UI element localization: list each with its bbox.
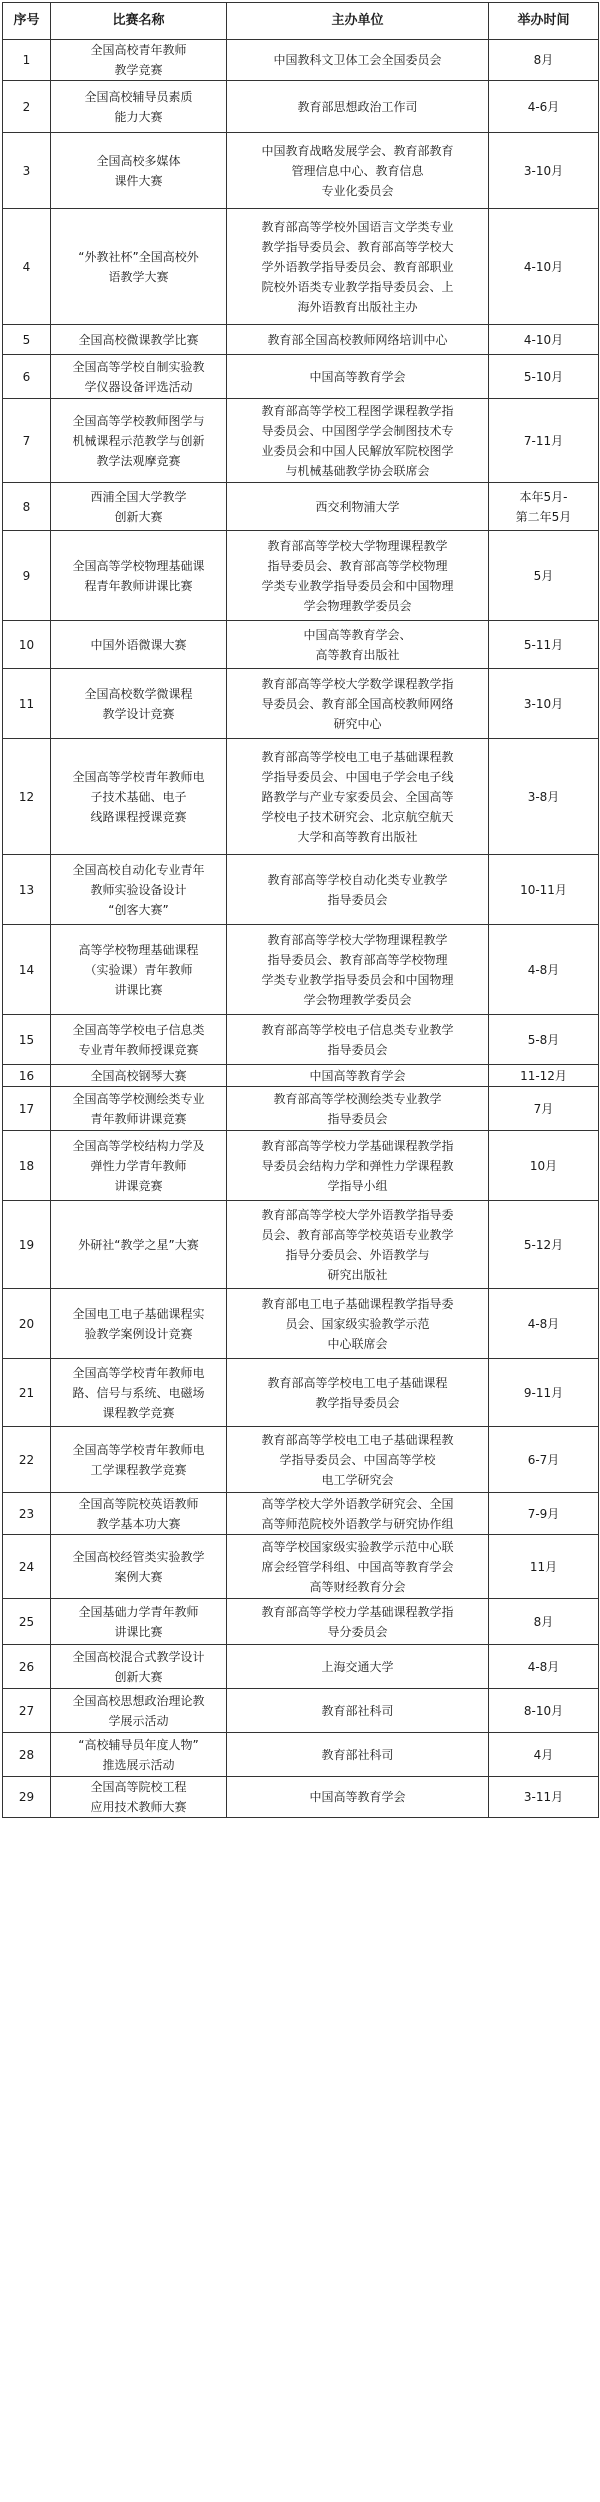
cell-organizer xyxy=(227,1359,489,1427)
cell-time-text: 9-11月 xyxy=(523,1385,564,1400)
cell-no-text: 22 xyxy=(18,1452,35,1467)
cell-no-text: 17 xyxy=(18,1101,35,1116)
table-row xyxy=(3,1359,599,1427)
cell-name-text: 全国高等院校英语教师 教学基本功大赛 xyxy=(78,1496,199,1531)
table-row xyxy=(3,1645,599,1689)
cell-time-text: 3-8月 xyxy=(527,789,560,804)
cell-name xyxy=(51,209,227,325)
cell-no-text: 8 xyxy=(22,499,31,514)
cell-time xyxy=(489,1777,599,1818)
cell-time xyxy=(489,40,599,81)
cell-no-text: 14 xyxy=(18,962,35,977)
cell-time xyxy=(489,1733,599,1777)
cell-time-text: 3-11月 xyxy=(523,1790,564,1804)
cell-name xyxy=(51,1201,227,1289)
cell-organizer-text: 教育部高等学校大学物理课程教学 指导委员会、教育部高等学校物理 学类专业教学指导委员会和中国物理 学会物理教学委员会 xyxy=(261,538,454,613)
cell-no xyxy=(3,669,51,739)
cell-time xyxy=(489,1599,599,1645)
cell-organizer-text: 上海交通大学 xyxy=(321,1659,394,1674)
cell-time xyxy=(489,925,599,1015)
cell-name xyxy=(51,1015,227,1065)
cell-no-text: 27 xyxy=(18,1703,35,1718)
table-row xyxy=(3,621,599,669)
cell-name xyxy=(51,483,227,531)
cell-organizer xyxy=(227,399,489,483)
cell-name xyxy=(51,40,227,81)
cell-no-text: 9 xyxy=(22,568,31,583)
cell-organizer xyxy=(227,1427,489,1493)
table-row xyxy=(3,669,599,739)
cell-name-text: 全国高校经管类实验教学 案例大赛 xyxy=(72,1549,205,1584)
cell-time-text: 5月 xyxy=(533,568,554,583)
cell-no-text: 13 xyxy=(18,882,35,897)
table-row xyxy=(3,325,599,355)
cell-time xyxy=(489,1087,599,1131)
cell-name-text: 外研社“教学之星”大赛 xyxy=(78,1237,199,1252)
cell-organizer xyxy=(227,1689,489,1733)
cell-name xyxy=(51,531,227,621)
cell-time-text: 4-8月 xyxy=(527,1659,560,1674)
table-row xyxy=(3,1087,599,1131)
cell-time-text: 4-10月 xyxy=(523,332,564,347)
cell-name xyxy=(51,1087,227,1131)
cell-name xyxy=(51,1493,227,1535)
cell-organizer-text: 教育部高等学校工程图学课程教学指 导委员会、中国图学学会制图技术专 业委员会和中国人民解放军院校图学 与机械基础教学协会联席会 xyxy=(261,403,454,478)
cell-organizer-text: 中国教科文卫体工会全国委员会 xyxy=(273,53,442,67)
cell-no xyxy=(3,1201,51,1289)
cell-organizer xyxy=(227,1645,489,1689)
header-time: 举办时间 xyxy=(489,3,599,40)
cell-name-text: 全国高校青年教师 教学竞赛 xyxy=(90,43,187,77)
cell-time-text: 7-9月 xyxy=(527,1506,560,1521)
cell-no-text: 28 xyxy=(18,1747,35,1762)
table-row xyxy=(3,355,599,399)
cell-name xyxy=(51,925,227,1015)
table-row xyxy=(3,1493,599,1535)
cell-name xyxy=(51,739,227,855)
table-row xyxy=(3,1599,599,1645)
cell-name-text: 全国高校微课教学比赛 xyxy=(78,332,199,347)
cell-organizer xyxy=(227,483,489,531)
cell-name-text: 全国基础力学青年教师 讲课比赛 xyxy=(78,1604,199,1639)
cell-time xyxy=(489,1359,599,1427)
table-row xyxy=(3,209,599,325)
cell-no xyxy=(3,1087,51,1131)
cell-organizer xyxy=(227,40,489,81)
header-name: 比赛名称 xyxy=(51,3,227,40)
table-row xyxy=(3,133,599,209)
cell-organizer-text: 教育部高等学校大学数学课程教学指 导委员会、教育部全国高校教师网络 研究中心 xyxy=(261,676,454,731)
table-row xyxy=(3,925,599,1015)
cell-no xyxy=(3,855,51,925)
cell-name xyxy=(51,399,227,483)
table-row xyxy=(3,855,599,925)
cell-no xyxy=(3,209,51,325)
cell-no xyxy=(3,1065,51,1087)
cell-name xyxy=(51,1427,227,1493)
cell-no-text: 25 xyxy=(18,1614,35,1629)
cell-organizer-text: 教育部高等学校电工电子基础课程教 学指导委员会、中国电子学会电子线 路教学与产业专家委员会、全国高等 学校电子技术研究会、北京航空航天 大学和高等教育出版社 xyxy=(261,749,454,844)
cell-organizer xyxy=(227,669,489,739)
cell-organizer xyxy=(227,1777,489,1818)
cell-name xyxy=(51,1359,227,1427)
cell-no-text: 26 xyxy=(18,1659,35,1674)
cell-time-text: 7-11月 xyxy=(523,433,564,448)
cell-organizer-text: 高等学校国家级实验教学示范中心联 席会经管学科组、中国高等教育学会 高等财经教育分会 xyxy=(261,1539,454,1594)
cell-organizer xyxy=(227,621,489,669)
cell-organizer xyxy=(227,1087,489,1131)
cell-time-text: 6-7月 xyxy=(527,1452,560,1467)
cell-organizer xyxy=(227,1599,489,1645)
cell-organizer-text: 教育部高等学校大学物理课程教学 指导委员会、教育部高等学校物理 学类专业教学指导委员会和中国物理 学会物理教学委员会 xyxy=(261,932,454,1007)
cell-name xyxy=(51,325,227,355)
cell-name-text: 全国高校数学微课程 教学设计竞赛 xyxy=(84,686,193,721)
cell-time-text: 5-11月 xyxy=(523,637,564,652)
header-no: 序号 xyxy=(3,3,51,40)
cell-name xyxy=(51,355,227,399)
cell-time-text: 11-12月 xyxy=(520,1068,567,1083)
cell-time-text: 4月 xyxy=(533,1747,554,1762)
cell-no xyxy=(3,1359,51,1427)
cell-organizer-text: 中国高等教育学会 xyxy=(309,1068,406,1083)
competition-table xyxy=(2,2,599,1818)
cell-no-text: 2 xyxy=(22,99,31,114)
cell-time-text: 本年5月- 第二年5月 xyxy=(515,489,572,524)
table-row xyxy=(3,1201,599,1289)
table-row xyxy=(3,1535,599,1599)
cell-name xyxy=(51,1777,227,1818)
table-header-row xyxy=(3,3,599,40)
cell-time-text: 3-10月 xyxy=(523,696,564,711)
cell-time xyxy=(489,1131,599,1201)
cell-no-text: 10 xyxy=(18,637,35,652)
cell-organizer xyxy=(227,209,489,325)
table-row xyxy=(3,531,599,621)
cell-name-text: 中国外语微课大赛 xyxy=(90,637,187,652)
cell-name-text: 全国高等学校教师图学与 机械课程示范教学与创新 教学法观摩竞赛 xyxy=(72,413,205,468)
cell-name xyxy=(51,855,227,925)
cell-organizer-text: 教育部高等学校电子信息类专业教学 指导委员会 xyxy=(261,1022,454,1057)
cell-organizer-text: 教育部高等学校力学基础课程教学指 导委员会结构力学和弹性力学课程教 学指导小组 xyxy=(261,1138,454,1193)
cell-organizer-text: 教育部高等学校外国语言文学类专业 教学指导委员会、教育部高等学校大 学外语教学指导委员会、教育部职业 院校外语类专业教学指导委员会、上 海外语教育出版社主办 xyxy=(261,219,454,314)
cell-time-text: 10月 xyxy=(529,1158,558,1173)
cell-time-text: 7月 xyxy=(533,1101,554,1116)
cell-name xyxy=(51,621,227,669)
cell-time xyxy=(489,1535,599,1599)
cell-name-text: 全国高等学校青年教师电 工学课程教学竞赛 xyxy=(72,1442,205,1477)
cell-name xyxy=(51,1599,227,1645)
cell-name-text: “外教社杯”全国高校外 语教学大赛 xyxy=(78,249,199,284)
cell-organizer-text: 教育部高等学校电工电子基础课程 教学指导委员会 xyxy=(267,1375,448,1410)
cell-organizer xyxy=(227,855,489,925)
cell-organizer xyxy=(227,531,489,621)
cell-no-text: 20 xyxy=(18,1316,35,1331)
cell-name-text: 全国高校思想政治理论教 学展示活动 xyxy=(72,1693,205,1728)
cell-organizer-text: 西交利物浦大学 xyxy=(315,499,400,514)
cell-organizer xyxy=(227,325,489,355)
cell-name-text: 全国电工电子基础课程实 验教学案例设计竞赛 xyxy=(72,1306,205,1341)
cell-no xyxy=(3,1015,51,1065)
cell-no xyxy=(3,1535,51,1599)
cell-no-text: 7 xyxy=(22,433,31,448)
table-row xyxy=(3,1065,599,1087)
cell-time xyxy=(489,209,599,325)
table-row xyxy=(3,483,599,531)
cell-no xyxy=(3,1599,51,1645)
cell-no-text: 6 xyxy=(22,369,31,384)
cell-time xyxy=(489,1289,599,1359)
cell-organizer-text: 教育部社科司 xyxy=(321,1747,394,1762)
cell-no xyxy=(3,1689,51,1733)
cell-no xyxy=(3,1777,51,1818)
cell-name-text: 全国高等学校物理基础课 程青年教师讲课比赛 xyxy=(72,558,205,593)
cell-name-text: 全国高等学校自制实验教 学仪器设备评选活动 xyxy=(72,359,205,394)
cell-time xyxy=(489,399,599,483)
cell-name-text: 全国高等学校青年教师电 路、信号与系统、电磁场 课程教学竞赛 xyxy=(72,1365,205,1420)
cell-no-text: 23 xyxy=(18,1506,35,1521)
cell-no xyxy=(3,739,51,855)
cell-no xyxy=(3,1289,51,1359)
cell-time-text: 5-8月 xyxy=(527,1032,560,1047)
cell-time-text: 10-11月 xyxy=(520,882,567,897)
cell-name-text: 全国高校多媒体 课件大赛 xyxy=(96,153,181,188)
cell-organizer xyxy=(227,1131,489,1201)
cell-no-text: 16 xyxy=(18,1068,35,1083)
cell-time xyxy=(489,325,599,355)
cell-no xyxy=(3,1733,51,1777)
cell-time xyxy=(489,531,599,621)
cell-name xyxy=(51,1645,227,1689)
cell-time xyxy=(489,669,599,739)
cell-no-text: 19 xyxy=(18,1237,35,1252)
cell-time-text: 8月 xyxy=(533,53,554,67)
cell-time xyxy=(489,1493,599,1535)
cell-time-text: 4-8月 xyxy=(527,962,560,977)
cell-name-text: 西浦全国大学教学 创新大赛 xyxy=(90,489,187,524)
cell-name xyxy=(51,1065,227,1087)
cell-organizer xyxy=(227,925,489,1015)
cell-no-text: 5 xyxy=(22,332,31,347)
cell-organizer xyxy=(227,1289,489,1359)
cell-no xyxy=(3,621,51,669)
cell-no-text: 3 xyxy=(22,163,31,178)
cell-time-text: 3-10月 xyxy=(523,163,564,178)
cell-organizer xyxy=(227,133,489,209)
cell-time-text: 5-12月 xyxy=(523,1237,564,1252)
cell-organizer xyxy=(227,1493,489,1535)
cell-organizer-text: 教育部高等学校大学外语教学指导委 员会、教育部高等学校英语专业教学 指导分委员会、外语教学与 研究出版社 xyxy=(261,1207,454,1282)
cell-name xyxy=(51,1289,227,1359)
cell-no-text: 29 xyxy=(18,1790,35,1804)
cell-name-text: 全国高等学校测绘类专业 青年教师讲课竞赛 xyxy=(72,1091,205,1126)
cell-no xyxy=(3,1427,51,1493)
table-row xyxy=(3,1777,599,1818)
cell-organizer-text: 教育部思想政治工作司 xyxy=(297,99,418,114)
cell-no xyxy=(3,399,51,483)
cell-no-text: 12 xyxy=(18,789,35,804)
cell-organizer xyxy=(227,81,489,133)
cell-name xyxy=(51,133,227,209)
table-row xyxy=(3,1689,599,1733)
cell-name-text: 全国高等学校青年教师电 子技术基础、电子 线路课程授课竞赛 xyxy=(72,769,205,824)
cell-organizer-text: 中国高等教育学会、 高等教育出版社 xyxy=(303,627,412,662)
cell-no xyxy=(3,325,51,355)
cell-organizer xyxy=(227,739,489,855)
cell-time xyxy=(489,739,599,855)
cell-name xyxy=(51,1689,227,1733)
cell-time xyxy=(489,1201,599,1289)
cell-no-text: 15 xyxy=(18,1032,35,1047)
header-organizer: 主办单位 xyxy=(227,3,489,40)
cell-time xyxy=(489,1065,599,1087)
cell-organizer-text: 教育部高等学校电工电子基础课程教 学指导委员会、中国高等学校 电工学研究会 xyxy=(261,1432,454,1487)
cell-time-text: 8-10月 xyxy=(523,1703,564,1718)
cell-organizer xyxy=(227,1535,489,1599)
cell-time-text: 4-8月 xyxy=(527,1316,560,1331)
cell-name xyxy=(51,1131,227,1201)
cell-organizer-text: 教育部高等学校自动化类专业教学 指导委员会 xyxy=(267,872,448,907)
cell-time xyxy=(489,1427,599,1493)
cell-organizer-text: 中国高等教育学会 xyxy=(309,369,406,384)
cell-time xyxy=(489,1645,599,1689)
cell-no-text: 11 xyxy=(18,696,35,711)
cell-organizer-text: 中国高等教育学会 xyxy=(309,1790,406,1804)
cell-organizer xyxy=(227,355,489,399)
cell-no xyxy=(3,1493,51,1535)
cell-organizer-text: 中国教育战略发展学会、教育部教育 管理信息中心、教育信息 专业化委员会 xyxy=(261,143,454,198)
cell-organizer-text: 教育部社科司 xyxy=(321,1703,394,1718)
cell-no-text: 4 xyxy=(22,259,31,274)
cell-organizer-text: 教育部全国高校教师网络培训中心 xyxy=(267,332,448,347)
cell-name-text: 全国高校钢琴大赛 xyxy=(90,1068,187,1083)
table-row xyxy=(3,1427,599,1493)
table-row xyxy=(3,1015,599,1065)
cell-time xyxy=(489,133,599,209)
cell-no xyxy=(3,1645,51,1689)
cell-organizer xyxy=(227,1015,489,1065)
cell-name-text: 全国高校混合式教学设计 创新大赛 xyxy=(72,1649,205,1684)
table-row xyxy=(3,1131,599,1201)
cell-no-text: 24 xyxy=(18,1559,35,1574)
cell-time xyxy=(489,1689,599,1733)
cell-no xyxy=(3,355,51,399)
table-row xyxy=(3,739,599,855)
table-row xyxy=(3,40,599,81)
cell-no xyxy=(3,531,51,621)
cell-time xyxy=(489,81,599,133)
table-row xyxy=(3,1733,599,1777)
cell-time-text: 4-10月 xyxy=(523,259,564,274)
cell-no-text: 1 xyxy=(22,53,31,67)
cell-organizer-text: 教育部电工电子基础课程教学指导委 员会、国家级实验教学示范 中心联席会 xyxy=(261,1296,454,1351)
cell-organizer-text: 教育部高等学校测绘类专业教学 指导委员会 xyxy=(273,1091,442,1126)
cell-organizer-text: 高等学校大学外语教学研究会、全国 高等师范院校外语教学与研究协作组 xyxy=(261,1496,454,1531)
cell-organizer xyxy=(227,1065,489,1087)
cell-time-text: 11月 xyxy=(529,1559,558,1574)
cell-name-text: “高校辅导员年度人物” 推选展示活动 xyxy=(78,1737,199,1772)
cell-no xyxy=(3,925,51,1015)
cell-name-text: 高等学校物理基础课程 （实验课）青年教师 讲课比赛 xyxy=(78,942,199,997)
cell-time xyxy=(489,483,599,531)
cell-no xyxy=(3,81,51,133)
cell-name xyxy=(51,81,227,133)
cell-time xyxy=(489,355,599,399)
cell-name-text: 全国高等学校结构力学及 弹性力学青年教师 讲课竞赛 xyxy=(72,1138,205,1193)
table-row xyxy=(3,81,599,133)
table-row xyxy=(3,1289,599,1359)
cell-organizer xyxy=(227,1733,489,1777)
cell-time xyxy=(489,621,599,669)
cell-time-text: 5-10月 xyxy=(523,369,564,384)
table-row xyxy=(3,399,599,483)
cell-name-text: 全国高校辅导员素质 能力大赛 xyxy=(84,89,193,124)
cell-name xyxy=(51,1535,227,1599)
cell-name-text: 全国高校自动化专业青年 教师实验设备设计 “创客大赛” xyxy=(72,862,205,917)
cell-no xyxy=(3,133,51,209)
cell-time xyxy=(489,855,599,925)
cell-no-text: 21 xyxy=(18,1385,35,1400)
cell-no xyxy=(3,1131,51,1201)
cell-name xyxy=(51,669,227,739)
cell-name-text: 全国高等院校工程 应用技术教师大赛 xyxy=(90,1780,187,1814)
cell-name xyxy=(51,1733,227,1777)
table-body xyxy=(3,40,599,1818)
cell-no xyxy=(3,40,51,81)
cell-time xyxy=(489,1015,599,1065)
cell-time-text: 4-6月 xyxy=(527,99,560,114)
cell-organizer-text: 教育部高等学校力学基础课程教学指 导分委员会 xyxy=(261,1604,454,1639)
cell-no xyxy=(3,483,51,531)
cell-organizer xyxy=(227,1201,489,1289)
cell-time-text: 8月 xyxy=(533,1614,554,1629)
cell-no-text: 18 xyxy=(18,1158,35,1173)
cell-name-text: 全国高等学校电子信息类 专业青年教师授课竞赛 xyxy=(72,1022,205,1057)
